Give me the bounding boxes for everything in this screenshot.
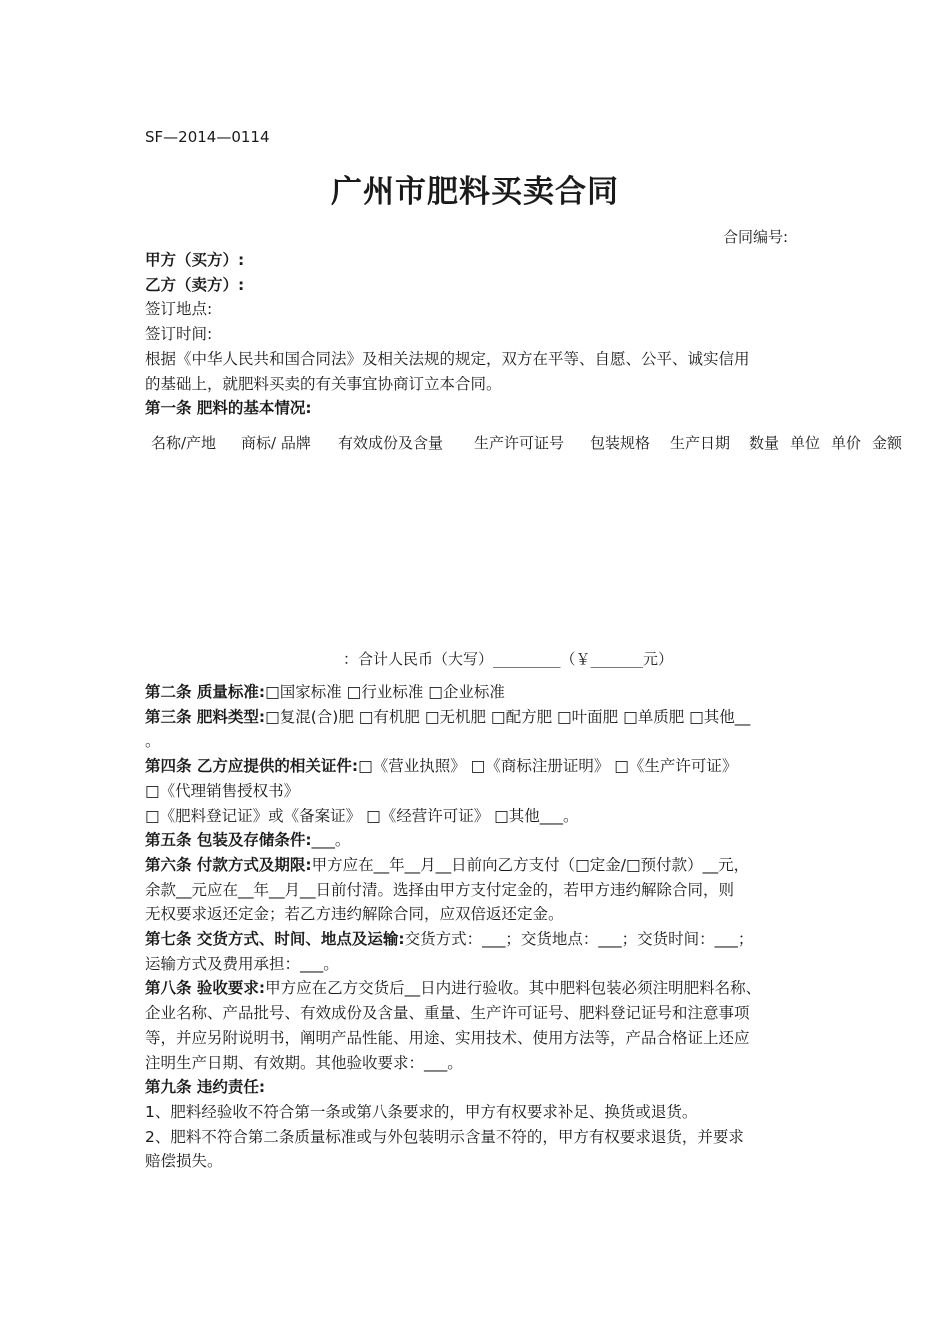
article-5-title: 第五条 包装及存储条件:	[145, 831, 312, 850]
article-8-body-1: 甲方应在乙方交货后__日内进行验收。其中肥料包装必须注明肥料名称、	[265, 979, 762, 998]
article-9-item-1: 1、肥料经验收不符合第一条或第八条要求的，甲方有权要求补足、换货或退货。	[145, 1102, 698, 1121]
col-brand: 商标/ 品牌	[241, 434, 311, 452]
article-8-body-4: 注明生产日期、有效期。其他验收要求：___。	[145, 1053, 463, 1072]
contract-number-label: 合同编号:	[723, 228, 789, 246]
col-unit: 单位	[790, 434, 821, 452]
party-b-label: 乙方（卖方）:	[145, 275, 245, 294]
col-license: 生产许可证号	[474, 434, 565, 452]
article-7-body-1: 交货方式：___；交货地点：___；交货时间：___；	[404, 930, 754, 949]
sign-place-label: 签订地点:	[145, 300, 213, 319]
total-amount-line: ：合计人民币（大写）_________（￥_______元）	[343, 650, 674, 668]
article-9-item-2-line-1: 2、肥料不符合第二条质量标准或与外包装明示含量不符的，甲方有权要求退货，并要求	[145, 1127, 744, 1146]
sign-time-label: 签订时间:	[145, 325, 213, 344]
col-unit-price: 单价	[831, 434, 862, 452]
article-3-end: 。	[145, 732, 161, 751]
preamble-line-2: 的基础上，就肥料买卖的有关事宜协商订立本合同。	[145, 374, 502, 393]
article-2-body: □国家标准 □行业标准 □企业标准	[265, 683, 505, 701]
article-9-item-2-line-2: 赔偿损失。	[145, 1152, 223, 1171]
col-amount: 金额	[872, 434, 903, 452]
article-4-title: 第四条 乙方应提供的相关证件:	[145, 757, 359, 776]
article-4-body-1: □《营业执照》 □《商标注册证明》 □《生产许可证》	[358, 757, 738, 776]
article-2-title: 第二条 质量标准:	[145, 683, 266, 701]
article-3-title: 第三条 肥料类型:	[145, 707, 266, 726]
contract-title: 广州市肥料买卖合同	[331, 174, 619, 210]
contract-articles	[145, 680, 835, 1174]
article-7-body-2: 运输方式及费用承担：___。	[145, 954, 339, 973]
article-8-body-3: 等，并应另附说明书，阐明产品性能、用途、实用技术、使用方法等，产品合格证上还应	[145, 1028, 750, 1047]
article-4-body-3: □《肥料登记证》或《备案证》 □《经营许可证》 □其他___。	[145, 806, 579, 825]
article-9-title: 第九条 违约责任:	[145, 1078, 266, 1097]
col-quantity: 数量	[749, 434, 780, 452]
article-8-body-2: 企业名称、产品批号、有效成份及含量、重量、生产许可证号、肥料登记证号和注意事项	[145, 1004, 750, 1023]
contract-header-block	[145, 248, 825, 421]
document-code: SF—2014—0114	[145, 128, 270, 146]
article-5-body: ___。	[311, 831, 351, 850]
article-7-title: 第七条 交货方式、时间、地点及运输:	[145, 930, 405, 949]
article-6-body-3: 无权要求返还定金；若乙方违约解除合同，应双倍返还定金。	[145, 905, 564, 924]
article-4-body-2: □《代理销售授权书》	[145, 781, 300, 800]
article-1-title: 第一条 肥料的基本情况:	[145, 399, 312, 418]
article-6-title: 第六条 付款方式及期限:	[145, 855, 312, 874]
article-3-body: □复混(合)肥 □有机肥 □无机肥 □配方肥 □叶面肥 □单质肥 □其他__	[265, 707, 751, 726]
col-ingredients: 有效成份及含量	[338, 434, 444, 452]
col-name-origin: 名称/产地	[151, 434, 217, 452]
article-6-body-1: 甲方应在__年__月__日前向乙方支付（□定金/□预付款）__元，	[311, 855, 750, 874]
col-package: 包装规格	[590, 434, 651, 452]
party-a-label: 甲方（买方）:	[145, 251, 245, 269]
article-8-title: 第八条 验收要求:	[145, 979, 266, 998]
col-production-date: 生产日期	[670, 434, 731, 452]
preamble-line-1: 根据《中华人民共和国合同法》及相关法规的规定，双方在平等、自愿、公平、诚实信用	[145, 349, 750, 368]
article-6-body-2: 余款__元应在__年__月__日前付清。选择由甲方支付定金的，若甲方违约解除合同，则	[145, 880, 735, 899]
